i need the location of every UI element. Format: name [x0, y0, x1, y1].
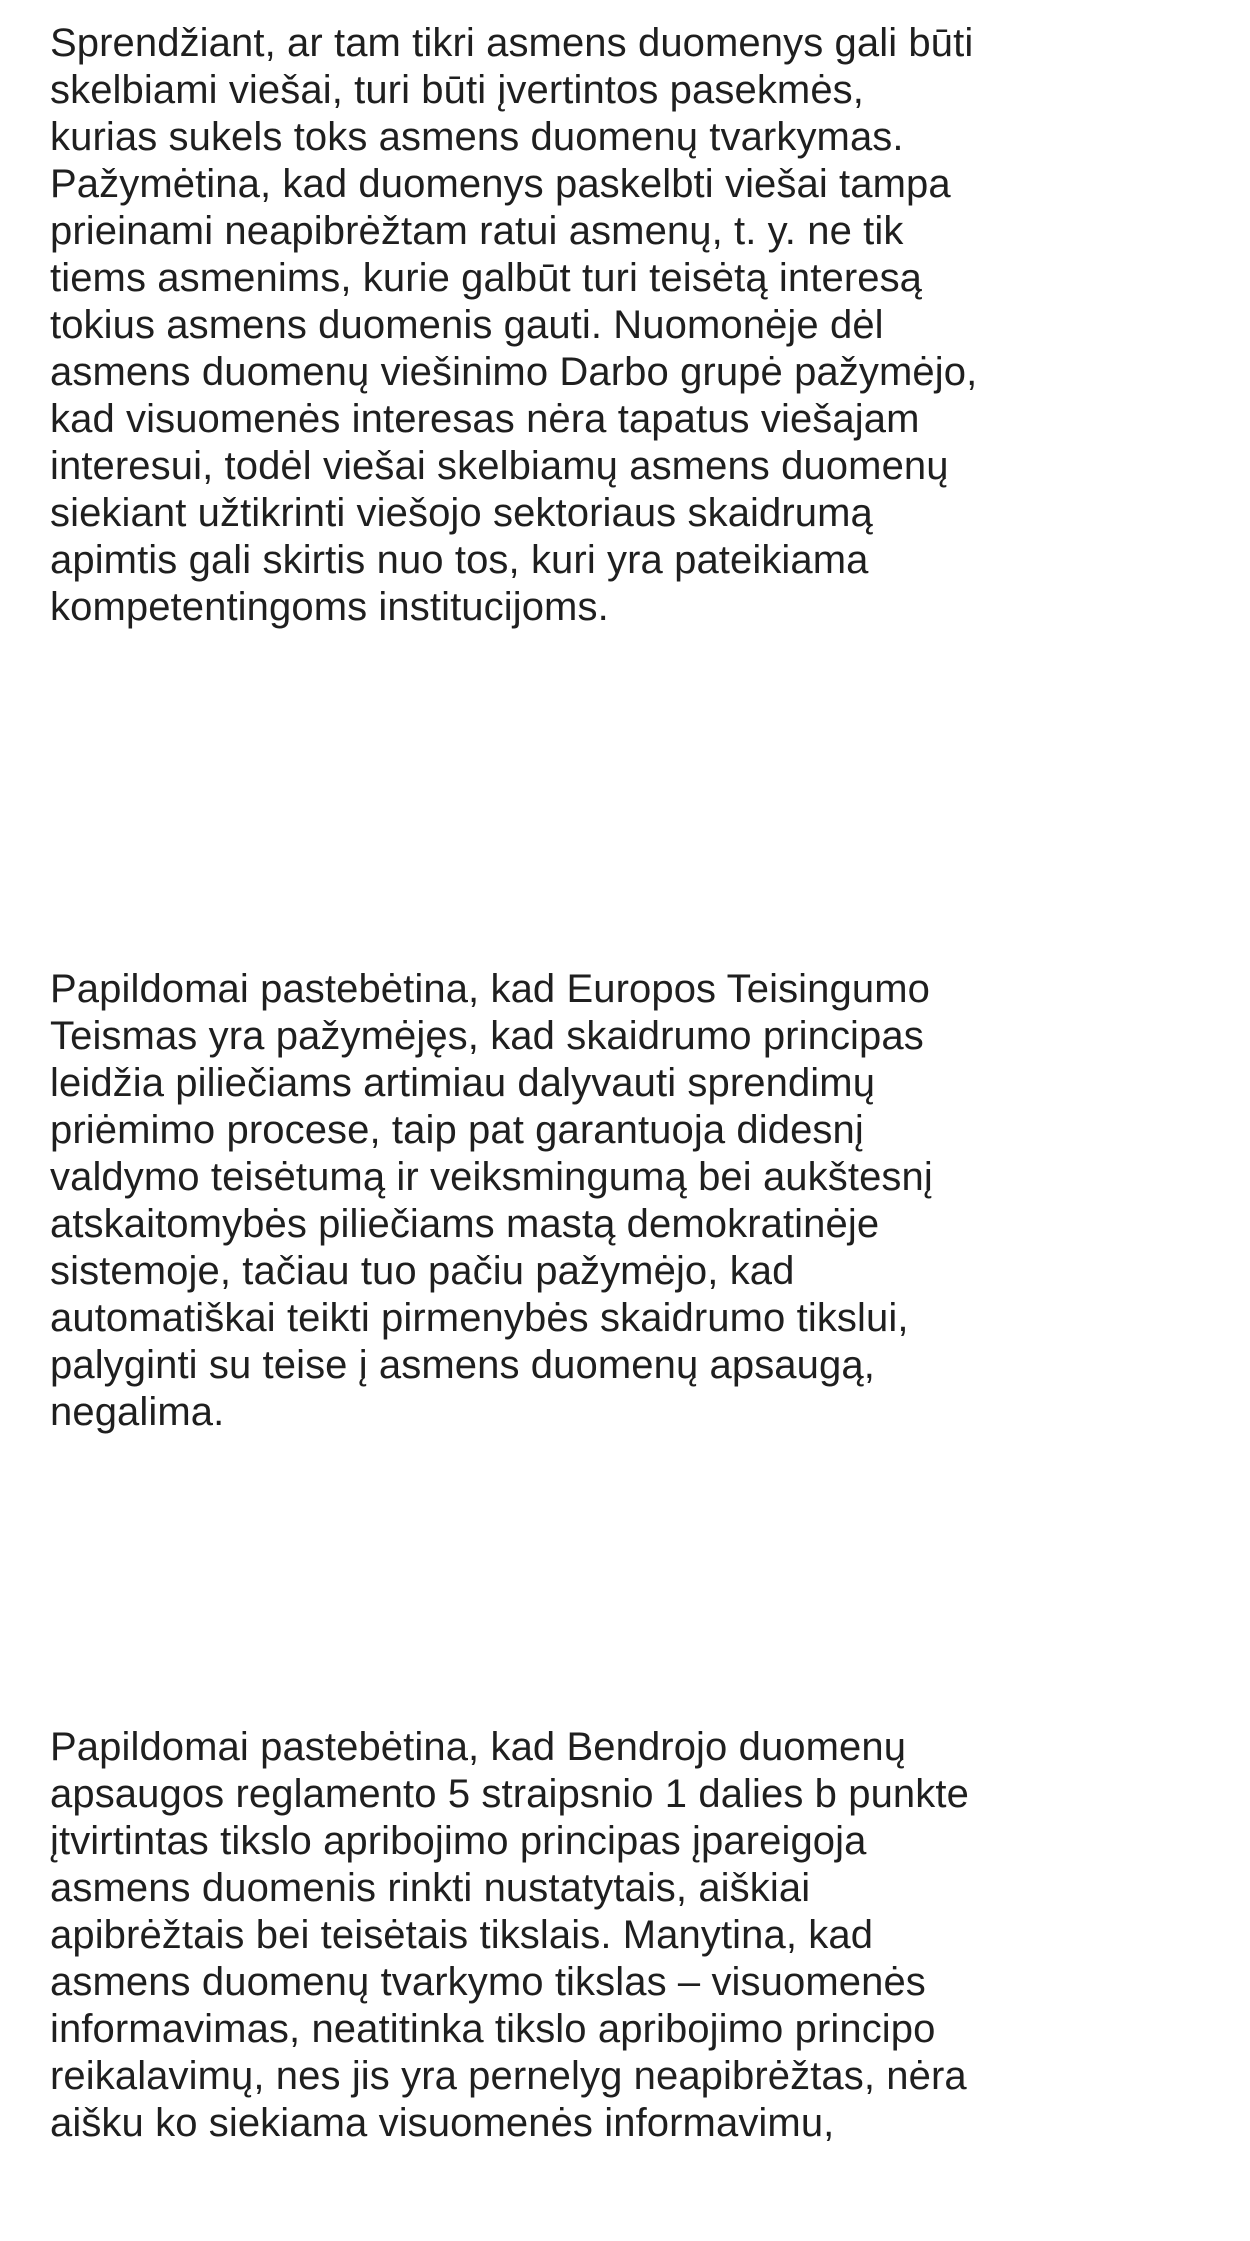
paragraph-court-transparency: Papildomai pastebėtina, kad Europos Teisingumo Teismas yra pažymėjęs, kad skaidrumo principas leidžia piliečiams artimiau dalyvauti sprendimų priėmimo procese, taip pat garantuoja didesnį valdymo teisėtumą ir veiksmingumą bei aukštesnį atskaitomybės piliečiams mastą demokratinėje sistemoje, tačiau tuo pačiu pažymėjo, kad automatiškai teikti pirmenybės skaidrumo tikslui, palyginti su teise į asmens duomenų apsaugą, negalima.: [50, 967, 933, 1434]
paragraph-purpose-limitation: Papildomai pastebėtina, kad Bendrojo duomenų apsaugos reglamento 5 straipsnio 1 dalies b punkte įtvirtintas tikslo apribojimo principas įpareigoja asmens duomenis rinkti nustatytais, aiškiai apibrėžtais bei teisėtais tikslais. Manytina, kad asmens duomenų tvarkymo tikslas – visuomenės informavimas, neatitinka tikslo apribojimo principo reikalavimų, nes jis yra pernelyg neapibrėžtas, nėra aišku ko siekiama visuomenės informavimu,: [50, 1725, 969, 2145]
paragraph-publication-consequences: Sprendžiant, ar tam tikri asmens duomenys gali būti skelbiami viešai, turi būti įvertintos pasekmės, kurias sukels toks asmens duomenų tvarkymas. Pažymėtina, kad duomenys paskelbti viešai tampa prieinami neapibrėžtam ratui asmenų, t. y. ne tik tiems asmenims, kurie galbūt turi teisėtą interesą tokius asmens duomenis gauti. Nuomonėje dėl asmens duomenų viešinimo Darbo grupė pažymėjo, kad visuomenės interesas nėra tapatus viešajam interesui, todėl viešai skelbiamų asmens duomenų siekiant užtikrinti viešojo sektoriaus skaidrumą apimtis gali skirtis nuo tos, kuri yra pateikiama kompetentingoms institucijoms.: [50, 21, 978, 629]
